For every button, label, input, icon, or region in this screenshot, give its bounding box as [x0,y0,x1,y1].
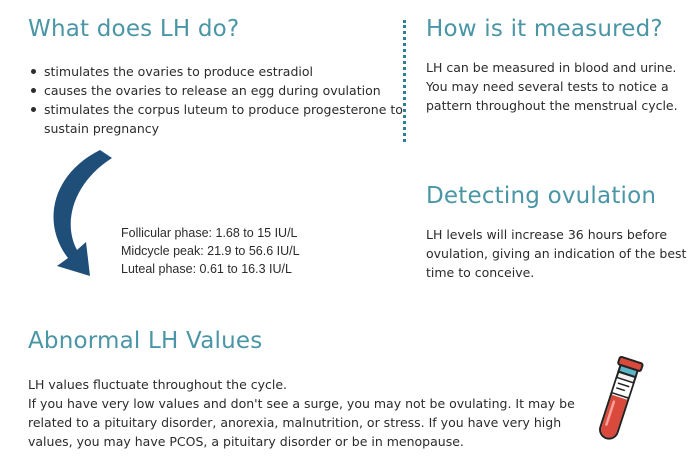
vertical-dotted-divider [403,20,406,142]
detecting-ovulation-text: LH levels will increase 36 hours before ovulation, giving an indication of the best time to conceive. [426,227,687,280]
range-midcycle: Midcycle peak: 21.9 to 56.6 IU/L [121,244,300,258]
range-luteal: Luteal phase: 0.61 to 16.3 IU/L [121,262,292,276]
what-lh-does-heading: What does LH do? [28,16,240,42]
abnormal-lh-intro: LH values fluctuate throughout the cycle. [28,377,288,392]
list-item: causes the ovaries to release an egg during ovulation [28,81,418,100]
abnormal-lh-heading: Abnormal LH Values [28,328,263,354]
lh-reference-ranges [121,224,300,278]
test-tube-icon [588,355,648,450]
lh-functions-list [28,62,418,138]
list-item: stimulates the corpus luteum to produce progesterone to sustain pregnancy [28,100,418,138]
how-measured-heading: How is it measured? [426,16,663,42]
how-measured-text: LH can be measured in blood and urine. You may need several tests to notice a pattern throughout the menstrual cycle. [426,60,678,113]
detecting-ovulation-heading: Detecting ovulation [426,183,657,209]
range-follicular: Follicular phase: 1.68 to 15 IU/L [121,226,298,240]
abnormal-lh-text: If you have very low values and don't see a surge, you may not be ovulating. It may be related to a pituitary disorder, anorexia, malnutrition, or stress. If you have very high values, you may have PCOS, a pituitary disorder or be in menopause. [28,396,575,449]
list-item: stimulates the ovaries to produce estradiol [28,62,418,81]
